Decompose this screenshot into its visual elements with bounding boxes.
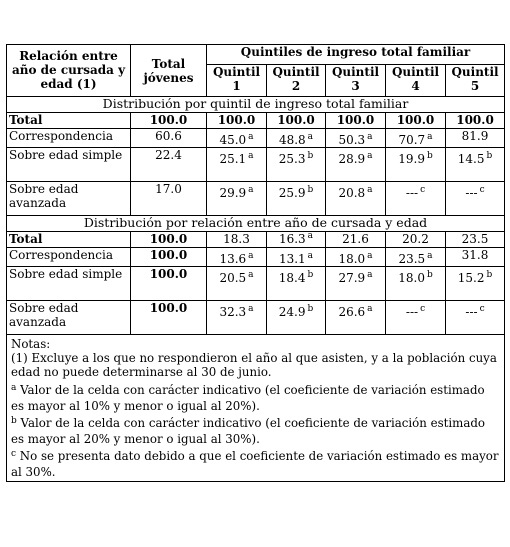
- cell-value: 50.3: [338, 133, 366, 147]
- quintil-cell: [446, 232, 505, 248]
- quintil-cell: [207, 267, 267, 301]
- row-label: Sobre edad avanzada: [7, 182, 131, 216]
- footnote-marker: a: [367, 132, 373, 142]
- cell-value: 14.5: [457, 152, 485, 166]
- quintil-cell: [207, 148, 267, 182]
- header-quintil-2: Quintil 2: [267, 65, 326, 97]
- data-table: [6, 44, 505, 482]
- footnote-marker: a: [427, 132, 433, 142]
- row-label: Sobre edad avanzada: [7, 301, 131, 335]
- table-row: [7, 148, 505, 182]
- quintil-cell: [386, 301, 446, 335]
- quintil-cell: [386, 148, 446, 182]
- footnote-marker: b: [426, 151, 433, 161]
- footnote-marker: b: [307, 270, 314, 280]
- total-cell: 22.4: [131, 148, 207, 182]
- cell-value: 13.6: [219, 252, 247, 266]
- row-label: Total: [7, 113, 131, 129]
- quintil-cell: [267, 267, 326, 301]
- header-quintil-4: Quintil 4: [386, 65, 446, 97]
- cell-value: 70.7: [398, 133, 426, 147]
- cell-value: 20.2: [402, 232, 429, 246]
- header-quintil-3: Quintil 3: [326, 65, 386, 97]
- footnote-marker: a: [367, 270, 373, 280]
- quintil-cell: [207, 113, 267, 129]
- cell-value: 100.0: [456, 113, 494, 127]
- cell-value: 20.5: [219, 271, 247, 285]
- quintil-cell: [267, 301, 326, 335]
- cell-value: 31.8: [461, 248, 489, 262]
- footnote-marker: b: [486, 270, 493, 280]
- footnote-marker: c: [420, 304, 426, 314]
- total-cell: 17.0: [131, 182, 207, 216]
- cell-value: 25.9: [278, 186, 306, 200]
- quintil-cell: [386, 232, 446, 248]
- quintil-cell: [326, 232, 386, 248]
- row-label: Sobre edad simple: [7, 148, 131, 182]
- footnote-marker: a: [248, 270, 254, 280]
- table-row: [7, 182, 505, 216]
- footnote-marker: a: [248, 185, 254, 195]
- cell-value: 18.4: [278, 271, 306, 285]
- quintil-cell: [386, 267, 446, 301]
- footnote-marker: a: [367, 185, 373, 195]
- footnote-marker: b: [426, 270, 433, 280]
- total-cell: 60.6: [131, 129, 207, 148]
- quintil-cell: [326, 267, 386, 301]
- quintil-cell: [207, 182, 267, 216]
- footnote-marker: a: [248, 304, 254, 314]
- table-body: [7, 97, 505, 335]
- row-label: Correspondencia: [7, 248, 131, 267]
- cell-value: ---: [465, 305, 478, 319]
- table-row: [7, 301, 505, 335]
- footnote-marker: a: [367, 151, 373, 161]
- note-b-mark: b: [11, 416, 17, 426]
- cell-value: 25.1: [219, 152, 247, 166]
- cell-value: 18.3: [223, 232, 250, 246]
- header-total-jovenes: Total jóvenes: [131, 45, 207, 97]
- total-cell: 100.0: [131, 267, 207, 301]
- quintil-cell: [207, 248, 267, 267]
- table-row: [7, 129, 505, 148]
- cell-value: 23.5: [461, 232, 489, 246]
- cell-value: 81.9: [461, 129, 489, 143]
- table-row: [7, 267, 505, 301]
- quintil-cell: [267, 113, 326, 129]
- cell-value: 24.9: [278, 305, 306, 319]
- note-1: (1) Excluye a los que no respondieron el año al que asisten, y a la población cuya edad no puede determinarse al 30 de junio.: [11, 351, 497, 379]
- cell-value: 19.9: [398, 152, 425, 166]
- note-a: [11, 383, 500, 413]
- footnote-marker: b: [307, 304, 314, 314]
- quintil-cell: [326, 301, 386, 335]
- cell-value: 26.6: [338, 305, 366, 319]
- cell-value: 48.8: [278, 133, 306, 147]
- footnote-marker: b: [307, 151, 314, 161]
- total-cell: 100.0: [131, 232, 207, 248]
- footnote-marker: b: [307, 185, 314, 195]
- table-row: [7, 113, 505, 129]
- quintil-cell: [207, 232, 267, 248]
- quintil-cell: [267, 232, 326, 248]
- total-cell: 100.0: [131, 113, 207, 129]
- cell-value: 15.2: [457, 271, 485, 285]
- quintil-cell: [446, 113, 505, 129]
- table-row: [7, 232, 505, 248]
- quintil-cell: [326, 182, 386, 216]
- cell-value: 45.0: [219, 133, 247, 147]
- header-quintiles-group: Quintiles de ingreso total familiar: [207, 45, 505, 65]
- cell-value: 100.0: [217, 113, 256, 127]
- footnote-marker: a: [367, 304, 373, 314]
- cell-value: ---: [405, 305, 419, 319]
- cell-value: 100.0: [336, 113, 375, 127]
- footnote-marker: a: [248, 132, 254, 142]
- cell-value: 100.0: [277, 113, 315, 127]
- quintil-cell: [267, 248, 326, 267]
- footnote-marker: a: [307, 132, 314, 142]
- header-quintil-1: Quintil 1: [207, 65, 267, 97]
- quintil-cell: [207, 301, 267, 335]
- cell-value: 16.3: [278, 232, 306, 246]
- table-row: [7, 248, 505, 267]
- footnote-marker: b: [486, 151, 493, 161]
- row-label: Total: [7, 232, 131, 248]
- footnote-marker: a: [248, 151, 254, 161]
- cell-value: 20.8: [338, 186, 366, 200]
- footnote-marker: a: [307, 251, 314, 261]
- total-cell: 100.0: [131, 248, 207, 267]
- footnote-marker: c: [479, 304, 485, 314]
- cell-value: 13.1: [278, 252, 306, 266]
- cell-value: 23.5: [398, 252, 426, 266]
- cell-value: 28.9: [338, 152, 366, 166]
- footnote-marker: a: [367, 251, 373, 261]
- cell-value: 18.0: [398, 271, 425, 285]
- cell-value: 21.6: [342, 232, 369, 246]
- notes-title: Notas:: [11, 337, 51, 351]
- footnote-marker: a: [307, 231, 314, 241]
- cell-value: 29.9: [219, 186, 247, 200]
- note-a-text: Valor de la celda con carácter indicativo (el coeficiente de variación estimado es mayor al 10% y menor o igual al 20%).: [11, 383, 485, 413]
- quintil-cell: [267, 148, 326, 182]
- note-b: [11, 416, 500, 446]
- quintil-cell: [207, 129, 267, 148]
- quintil-cell: [446, 267, 505, 301]
- total-cell: 100.0: [131, 301, 207, 335]
- quintil-cell: [386, 182, 446, 216]
- table-header: [7, 45, 505, 97]
- notes-block: [7, 335, 505, 482]
- cell-value: 25.3: [278, 152, 306, 166]
- footnote-marker: a: [427, 251, 433, 261]
- note-c: [11, 449, 500, 479]
- quintil-cell: [267, 182, 326, 216]
- footnote-marker: c: [420, 185, 426, 195]
- row-label: Sobre edad simple: [7, 267, 131, 301]
- quintil-cell: [267, 129, 326, 148]
- quintil-cell: [446, 248, 505, 267]
- cell-value: ---: [405, 186, 419, 200]
- header-quintil-5: Quintil 5: [446, 65, 505, 97]
- quintil-cell: [446, 182, 505, 216]
- note-a-mark: a: [11, 383, 17, 393]
- footnote-marker: a: [248, 251, 254, 261]
- cell-value: 18.0: [338, 252, 366, 266]
- cell-value: ---: [465, 186, 478, 200]
- quintil-cell: [446, 148, 505, 182]
- row-label: Correspondencia: [7, 129, 131, 148]
- quintil-cell: [386, 129, 446, 148]
- quintil-cell: [326, 113, 386, 129]
- note-c-mark: c: [11, 449, 17, 459]
- header-relacion: Relación entre año de cursada y edad (1): [7, 45, 131, 97]
- quintil-cell: [326, 248, 386, 267]
- note-b-text: Valor de la celda con carácter indicativo (el coeficiente de variación estimado es mayor al 20% y menor o igual al 30%).: [11, 416, 486, 446]
- section-title: Distribución por quintil de ingreso total familiar: [7, 97, 505, 113]
- cell-value: 32.3: [219, 305, 247, 319]
- note-c-text: No se presenta dato debido a que el coeficiente de variación estimado es mayor al 30%.: [11, 449, 499, 479]
- quintil-cell: [446, 129, 505, 148]
- section-title: Distribución por relación entre año de cursada y edad: [7, 216, 505, 232]
- quintil-cell: [386, 248, 446, 267]
- footnote-marker: c: [479, 185, 485, 195]
- cell-value: 27.9: [338, 271, 366, 285]
- quintil-cell: [446, 301, 505, 335]
- quintil-cell: [326, 148, 386, 182]
- cell-value: 100.0: [396, 113, 435, 127]
- quintil-cell: [326, 129, 386, 148]
- quintil-cell: [386, 113, 446, 129]
